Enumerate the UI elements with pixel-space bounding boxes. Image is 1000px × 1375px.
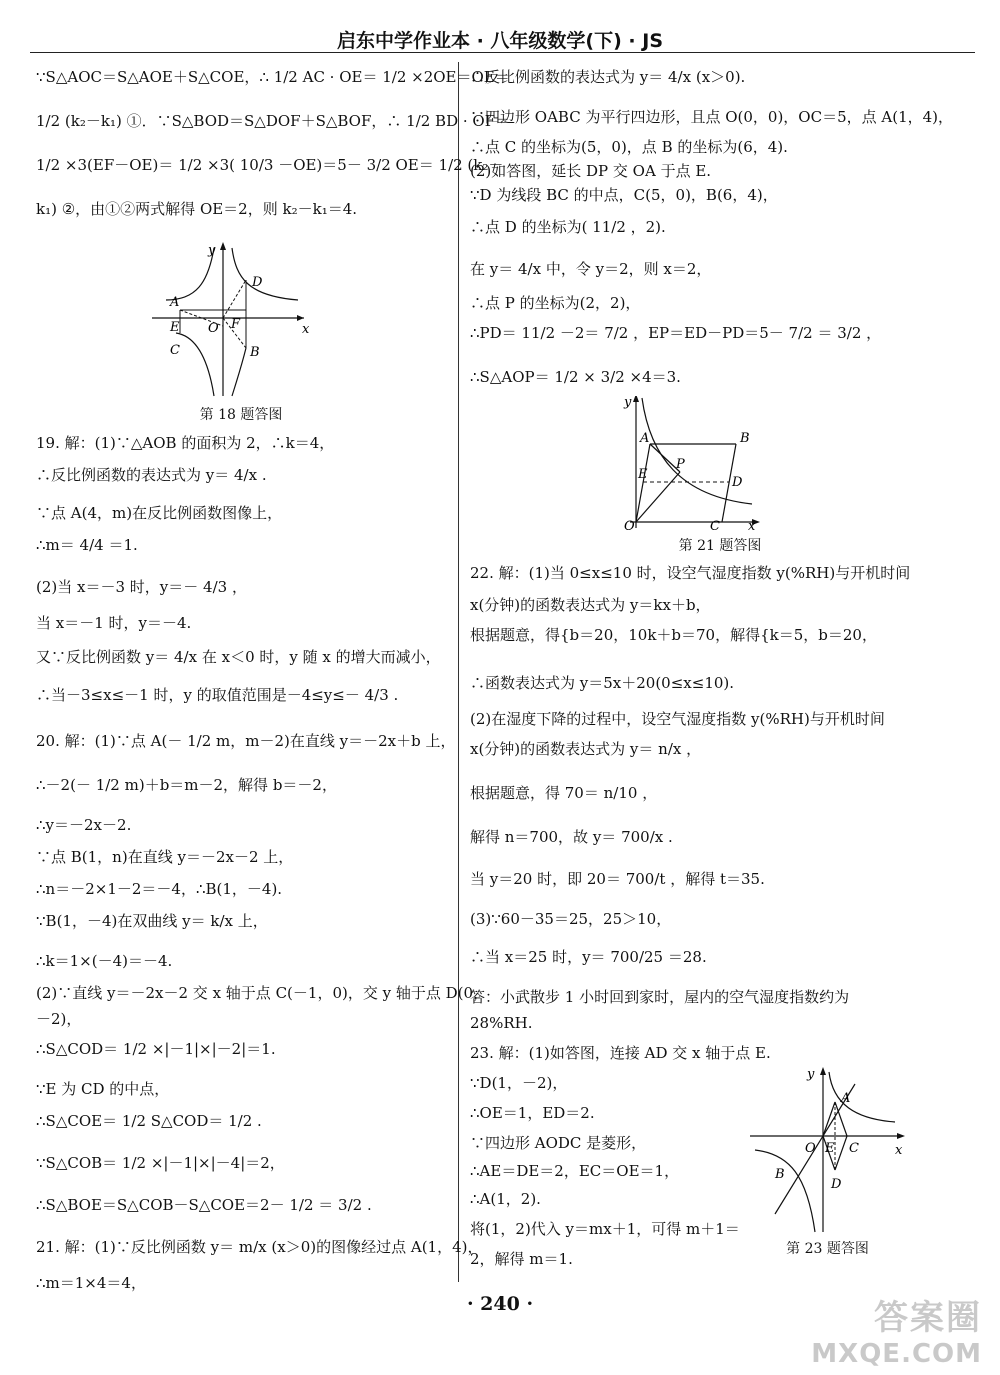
text-line: ∴当 x＝25 时，y＝ 700/25 ＝28. — [470, 948, 707, 966]
fig21-label-o: O — [624, 519, 635, 530]
fig23-label-c: C — [849, 1141, 859, 1156]
figure-21-graph — [470, 396, 970, 530]
text-line: ∴－2(－ 1/2 m)＋b＝m－2，解得 b＝－2， — [36, 776, 337, 794]
fig23-label-e: E — [825, 1141, 835, 1156]
text-line: ∵B(1，－4)在双曲线 y＝ k/x 上， — [36, 912, 268, 930]
text-line: ∴y＝－2x－2. — [36, 816, 132, 834]
text-line: ∴S△AOP＝ 1/2 × 3/2 ×4＝3. — [470, 368, 681, 386]
text-line: 解得 n＝700，故 y＝ 700/x . — [470, 828, 673, 846]
fig21-label-e: E — [638, 467, 648, 482]
text-line: 20. 解：(1)∵点 A(－ 1/2 m，m－2)在直线 y＝－2x＋b 上， — [36, 732, 456, 750]
text-line: (2)∵直线 y＝－2x－2 交 x 轴于点 C(－1，0)，交 y 轴于点 D(0， — [36, 984, 489, 1002]
solution-23-text — [470, 1072, 740, 1278]
text-line: 将(1，2)代入 y＝mx＋1，可得 m＋1＝ — [470, 1220, 740, 1238]
text-line: ∵S△AOC＝S△AOE＋S△COE，∴ 1/2 AC · OE＝ 1/2 ×2OE＝OE＝ — [36, 68, 510, 86]
fig21-label-a: A — [640, 431, 650, 446]
text-line: ∵四边形 AODC 是菱形， — [470, 1134, 647, 1152]
fig21-label-d: D — [732, 475, 743, 490]
text-line: ∴当－3≤x≤－1 时，y 的取值范围是－4≤y≤－ 4/3 . — [36, 686, 399, 704]
figure-21-caption: 第 21 题答图 — [678, 538, 762, 554]
text-line: 又∵反比例函数 y＝ 4/x 在 x＜0 时，y 随 x 的增大而减小， — [36, 648, 441, 666]
text-line: ∵D 为线段 BC 的中点，C(5，0)，B(6，4)， — [470, 186, 778, 204]
text-line: 22. 解：(1)当 0≤x≤10 时，设空气湿度指数 y(%RH)与开机时间 — [470, 564, 911, 582]
text-line: －2)， — [36, 1010, 82, 1028]
right-column — [470, 66, 970, 1292]
solution-21-continued — [470, 66, 970, 396]
header-rule — [30, 52, 975, 53]
text-line: ∵D(1，－2)， — [470, 1074, 568, 1092]
text-line: ∴S△BOE＝S△COB－S△COE＝2－ 1/2 ＝ 3/2 . — [36, 1196, 372, 1214]
fig23-label-d: D — [831, 1177, 842, 1192]
fig23-label-b: B — [775, 1167, 785, 1182]
text-line: ∴n＝－2×1－2＝－4，∴B(1，－4). — [36, 880, 283, 898]
fig18-label-a: A — [170, 295, 180, 310]
text-line: ∵四边形 OABC 为平行四边形，且点 O(0，0)，OC＝5，点 A(1，4)， — [470, 108, 954, 126]
text-line: ∴函数表达式为 y＝5x＋20(0≤x≤10). — [470, 674, 735, 692]
fig18-label-y: y — [208, 243, 216, 258]
text-line: (3)∵60－35＝25，25＞10， — [470, 910, 672, 928]
watermark-line1: 答案圈 — [874, 1298, 982, 1338]
text-line: ∴点 C 的坐标为(5，0)，点 B 的坐标为(6，4). — [470, 138, 788, 156]
text-line: 当 x＝－1 时，y＝－4. — [36, 614, 192, 632]
fig18-label-f: F — [231, 317, 241, 332]
fig23-label-o: O — [805, 1141, 816, 1156]
fig18-label-e: E — [170, 320, 180, 335]
fig18-label-b: B — [250, 345, 260, 360]
text-line: ∴反比例函数的表达式为 y＝ 4/x (x＞0). — [470, 68, 746, 86]
fig18-label-x: x — [302, 322, 310, 337]
figure-23-graph — [745, 1064, 910, 1234]
text-line: (2)在湿度下降的过程中，设空气湿度指数 y(%RH)与开机时间 — [470, 710, 885, 728]
column-divider — [458, 62, 459, 1282]
text-line: 当 y＝20 时，即 20＝ 700/t ，解得 t＝35. — [470, 870, 765, 888]
text-line: 23. 解：(1)如答图，连接 AD 交 x 轴于点 E. — [470, 1044, 771, 1062]
fig18-label-d: D — [252, 275, 263, 290]
watermark-logo — [811, 1290, 982, 1369]
text-line: x(分钟)的函数表达式为 y＝ n/x ， — [470, 740, 702, 758]
figure-18 — [36, 238, 446, 398]
text-line: 根据题意，得 70＝ n/10 ， — [470, 784, 658, 802]
watermark-line2: MXQE.COM — [811, 1339, 982, 1369]
text-line: ∵点 B(1，n)在直线 y＝－2x－2 上， — [36, 848, 294, 866]
text-line: 根据题意，得{b＝20，10k＋b＝70，解得{k＝5，b＝20， — [470, 626, 877, 644]
fig21-label-y: y — [624, 396, 632, 410]
text-line: ∴S△COD＝ 1/2 ×|－1|×|－2|＝1. — [36, 1040, 276, 1058]
figure-21 — [470, 396, 970, 530]
page-number: · 240 · — [466, 1293, 534, 1315]
text-line: ∴OE＝1，ED＝2. — [470, 1104, 595, 1122]
text-line: 19. 解：(1)∵△AOB 的面积为 2，∴k＝4， — [36, 434, 335, 452]
fig23-label-x: x — [895, 1143, 903, 1158]
text-line: ∴点 D 的坐标为( 11/2 ，2). — [470, 218, 666, 236]
text-line: 21. 解：(1)∵反比例函数 y＝ m/x (x＞0)的图像经过点 A(1，4)， — [36, 1238, 483, 1256]
text-line: ∴PD＝ 11/2 －2＝ 7/2 ，EP＝ED－PD＝5－ 7/2 ＝ 3/2 ， — [470, 324, 882, 342]
text-line: 在 y＝ 4/x 中，令 y＝2，则 x＝2， — [470, 260, 712, 278]
text-line: x(分钟)的函数表达式为 y＝kx＋b， — [470, 596, 711, 614]
solution-18-text — [36, 66, 511, 238]
text-line: ∴AE＝DE＝2，EC＝OE＝1， — [470, 1162, 680, 1180]
fig21-label-b: B — [740, 431, 750, 446]
figure-18-caption: 第 18 题答图 — [199, 407, 283, 423]
fig21-label-p: P — [676, 457, 685, 472]
text-line: 2，解得 m＝1. — [470, 1250, 573, 1268]
page-header: 启东中学作业本 · 八年级数学(下) · JS — [336, 30, 664, 52]
text-line: 28%RH. — [470, 1014, 533, 1032]
fig21-label-c: C — [710, 519, 720, 530]
figure-23 — [745, 1064, 910, 1258]
text-line: ∴点 P 的坐标为(2，2)， — [470, 294, 641, 312]
solution-23-block — [470, 1067, 970, 1292]
fig23-label-a: A — [841, 1091, 851, 1106]
text-line: (2)如答图，延长 DP 交 OA 于点 E. — [470, 162, 712, 180]
fig18-label-o: O — [208, 321, 219, 336]
fig23-label-y: y — [807, 1067, 815, 1082]
text-line: 1/2 (k₂－k₁) ①．∵S△BOD＝S△DOF＋S△BOF，∴ 1/2 BD · OF＝ — [36, 112, 511, 130]
text-line: 答：小武散步 1 小时回到家时，屋内的空气湿度指数约为 — [470, 988, 850, 1006]
text-line: ∵点 A(4，m)在反比例函数图像上， — [36, 504, 283, 522]
text-line: ∵E 为 CD 的中点， — [36, 1080, 170, 1098]
text-line: ∴S△COE＝ 1/2 S△COD＝ 1/2 . — [36, 1112, 262, 1130]
text-line: (2)当 x＝－3 时，y＝－ 4/3 ， — [36, 578, 247, 596]
text-line: ∴k＝1×(－4)＝－4. — [36, 952, 173, 970]
fig21-label-x: x — [748, 519, 756, 530]
text-line: ∴m＝1×4＝4， — [36, 1274, 146, 1292]
figure-23-caption: 第 23 题答图 — [786, 1241, 869, 1257]
text-line: ∴反比例函数的表达式为 y＝ 4/x . — [36, 466, 267, 484]
text-line: ∴A(1，2). — [470, 1190, 541, 1208]
text-line: k₁) ②，由①②两式解得 OE＝2，则 k₂－k₁＝4. — [36, 200, 358, 218]
figure-18-graph — [36, 238, 446, 398]
solution-22-text — [470, 562, 970, 1072]
text-line: ∵S△COB＝ 1/2 ×|－1|×|－4|＝2， — [36, 1154, 285, 1172]
solutions-19-21-text — [36, 432, 489, 1300]
text-line: 1/2 ×3(EF－OE)＝ 1/2 ×3( 10/3 －OE)＝5－ 3/2 OE＝ 1/2 (k₂－ — [36, 156, 504, 174]
text-line: ∴m＝ 4/4 ＝1. — [36, 536, 138, 554]
fig18-label-c: C — [170, 343, 180, 358]
